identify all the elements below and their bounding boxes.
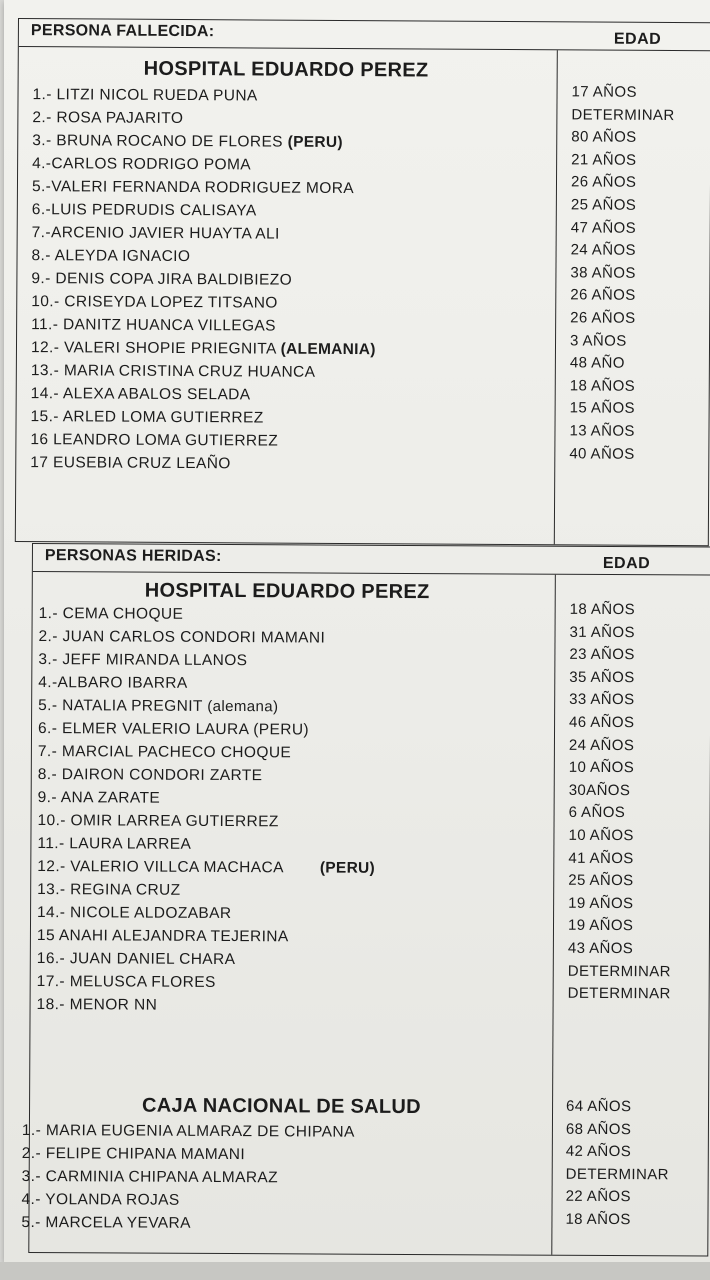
age-value: 41 AÑOS (568, 849, 634, 867)
caja-name-list (21, 1119, 354, 1236)
age-value: 24 AÑOS (568, 736, 635, 754)
age-value: 19 AÑOS (567, 917, 634, 935)
list-item: 7.- MARCIAL PACHECO CHOQUE (37, 743, 292, 762)
age-value: 31 AÑOS (569, 623, 635, 641)
list-item: 5.- MARCELA YEVARA (21, 1213, 191, 1232)
age-value: 80 AÑOS (571, 128, 637, 146)
list-item: 14.- NICOLE ALDOZABAR (37, 904, 232, 923)
age-value: 18 AÑOS (565, 1210, 631, 1229)
list-item: 13.- REGINA CRUZ (37, 881, 181, 899)
age-value: 13 AÑOS (569, 422, 635, 440)
heridos-header-label: PERSONAS HERIDAS: (44, 547, 222, 565)
list-item: 10.- CRISEYDA LOPEZ TITSANO (31, 293, 278, 312)
list-item: 16 LEANDRO LOMA GUTIERREZ (30, 431, 279, 450)
list-item: 15.- ARLED LOMA GUTIERREZ (30, 408, 264, 427)
list-item: 3.- JEFF MIRANDA LLANOS (38, 651, 248, 670)
list-item: 1.- LITZI NICOL RUEDA PUNA (32, 86, 258, 105)
age-value: 40 AÑOS (569, 444, 635, 463)
list-item: 5.- NATALIA PREGNIT (alemana) (38, 697, 279, 716)
fallecidos-age-list (569, 81, 675, 466)
fallecidos-hospital-title: HOSPITAL EDUARDO PEREZ (143, 57, 429, 82)
list-item: 6.- ELMER VALERIO LAURA (PERU) (37, 720, 310, 739)
age-value: DETERMINAR (571, 105, 675, 124)
age-value: 26 AÑOS (570, 286, 636, 305)
age-value: 33 AÑOS (569, 691, 635, 709)
age-value: 18 AÑOS (569, 600, 636, 619)
page-edge (0, 1262, 710, 1280)
age-value: DETERMINAR (565, 1165, 669, 1184)
age-value: 35 AÑOS (569, 668, 635, 686)
heridos-hospital-title: HOSPITAL EDUARDO PEREZ (144, 579, 430, 604)
heridos-age-list (568, 599, 673, 1006)
list-item: 1.- CEMA CHOQUE (38, 605, 184, 623)
list-item: 11.- DANITZ HUANCA VILLEGAS (31, 316, 276, 335)
age-value: 10 AÑOS (568, 758, 635, 777)
list-item: 3.- CARMINIA CHIPANA ALMARAZ (21, 1167, 279, 1187)
age-value: 24 AÑOS (570, 241, 636, 259)
age-value: 23 AÑOS (569, 646, 635, 664)
age-value: 47 AÑOS (570, 218, 637, 237)
list-item: 13.- MARIA CRISTINA CRUZ HUANCA (30, 362, 316, 381)
list-item: 3.- BRUNA ROCANO DE FLORES (PERU) (32, 132, 343, 151)
age-value: 64 AÑOS (566, 1097, 632, 1116)
age-value: DETERMINAR (567, 984, 671, 1003)
age-value: 6 AÑOS (568, 804, 626, 822)
fallecidos-table (15, 18, 710, 546)
heridos-table (21, 543, 710, 1257)
age-value: 18 AÑOS (569, 377, 636, 395)
age-value: 25 AÑOS (568, 871, 634, 890)
heridos-name-list (37, 602, 377, 1018)
age-value: 42 AÑOS (565, 1142, 632, 1161)
age-value: 19 AÑOS (568, 894, 634, 912)
country-tag: (ALEMANIA) (280, 340, 376, 359)
fallecidos-edad-label: EDAD (613, 30, 662, 48)
fallecidos-header-label: PERSONA FALLECIDA: (30, 22, 215, 41)
fallecidos-header (19, 19, 710, 51)
age-value: 30AÑOS (568, 781, 631, 799)
list-item: 14.- ALEXA ABALOS SELADA (30, 385, 251, 404)
age-value: 17 AÑOS (571, 83, 637, 101)
age-value: 48 AÑO (569, 354, 625, 372)
caja-age-list (565, 1096, 669, 1232)
age-value: 25 AÑOS (570, 196, 637, 214)
list-item: 4.-CARLOS RODRIGO POMA (32, 155, 252, 174)
list-item: 15 ANAHI ALEJANDRA TEJERINA (36, 927, 289, 946)
list-item: 8.- DAIRON CONDORI ZARTE (37, 766, 263, 785)
age-value: 10 AÑOS (568, 826, 634, 845)
fallecidos-name-list (30, 83, 377, 476)
heridos-column-divider (551, 575, 556, 1255)
country-tag: (alemana) (207, 697, 279, 716)
list-item: 2.- ROSA PAJARITO (32, 109, 184, 128)
list-item: 17.- MELUSCA FLORES (36, 973, 216, 991)
list-item: 7.-ARCENIO JAVIER HUAYTA ALI (31, 224, 280, 243)
list-item: 18.- MENOR NN (36, 996, 158, 1014)
age-value: 43 AÑOS (567, 939, 634, 958)
list-item: 10.- OMIR LARREA GUTIERREZ (37, 812, 279, 831)
age-value: 38 AÑOS (570, 264, 636, 282)
list-item: 11.- LAURA LARREA (37, 835, 192, 853)
age-value: 26 AÑOS (570, 173, 637, 192)
list-item: 2.- JUAN CARLOS CONDORI MAMANI (38, 628, 326, 647)
age-value: 46 AÑOS (569, 713, 635, 732)
list-item: 12.- VALERI SHOPIE PRIEGNITA (ALEMANIA) (30, 339, 376, 359)
list-item: 9.- ANA ZARATE (37, 789, 161, 807)
list-item: 4.- YOLANDA ROJAS (21, 1190, 180, 1209)
list-item: 8.- ALEYDA IGNACIO (31, 247, 191, 266)
age-value: 21 AÑOS (571, 151, 637, 169)
fallecidos-column-divider (554, 50, 558, 544)
list-item: 2.- FELIPE CHIPANA MAMANI (21, 1144, 246, 1164)
list-item: 1.- MARIA EUGENIA ALMARAZ DE CHIPANA (21, 1121, 355, 1141)
list-item: 4.-ALBARO IBARRA (38, 674, 188, 692)
age-value: 3 AÑOS (569, 331, 627, 350)
age-value: 15 AÑOS (569, 399, 636, 418)
list-item: 12.- VALERIO VILLCA MACHACA (PERU) (37, 858, 376, 877)
age-value: 22 AÑOS (565, 1188, 631, 1206)
list-item: 17 EUSEBIA CRUZ LEAÑO (30, 454, 231, 473)
age-value: 68 AÑOS (565, 1120, 632, 1138)
country-tag: (PERU) (287, 133, 343, 151)
age-value: 26 AÑOS (570, 309, 636, 327)
caja-title: CAJA NACIONAL DE SALUD (141, 1094, 421, 1119)
list-item: 16.- JUAN DANIEL CHARA (36, 950, 236, 969)
list-item: 6.-LUIS PEDRUDIS CALISAYA (31, 201, 257, 220)
heridos-edad-label: EDAD (602, 554, 651, 573)
list-item: 5.-VALERI FERNANDA RODRIGUEZ MORA (31, 178, 355, 198)
age-value: DETERMINAR (567, 962, 671, 980)
list-item: 9.- DENIS COPA JIRA BALDIBIEZO (31, 270, 293, 289)
country-tag: (PERU) (319, 859, 376, 877)
